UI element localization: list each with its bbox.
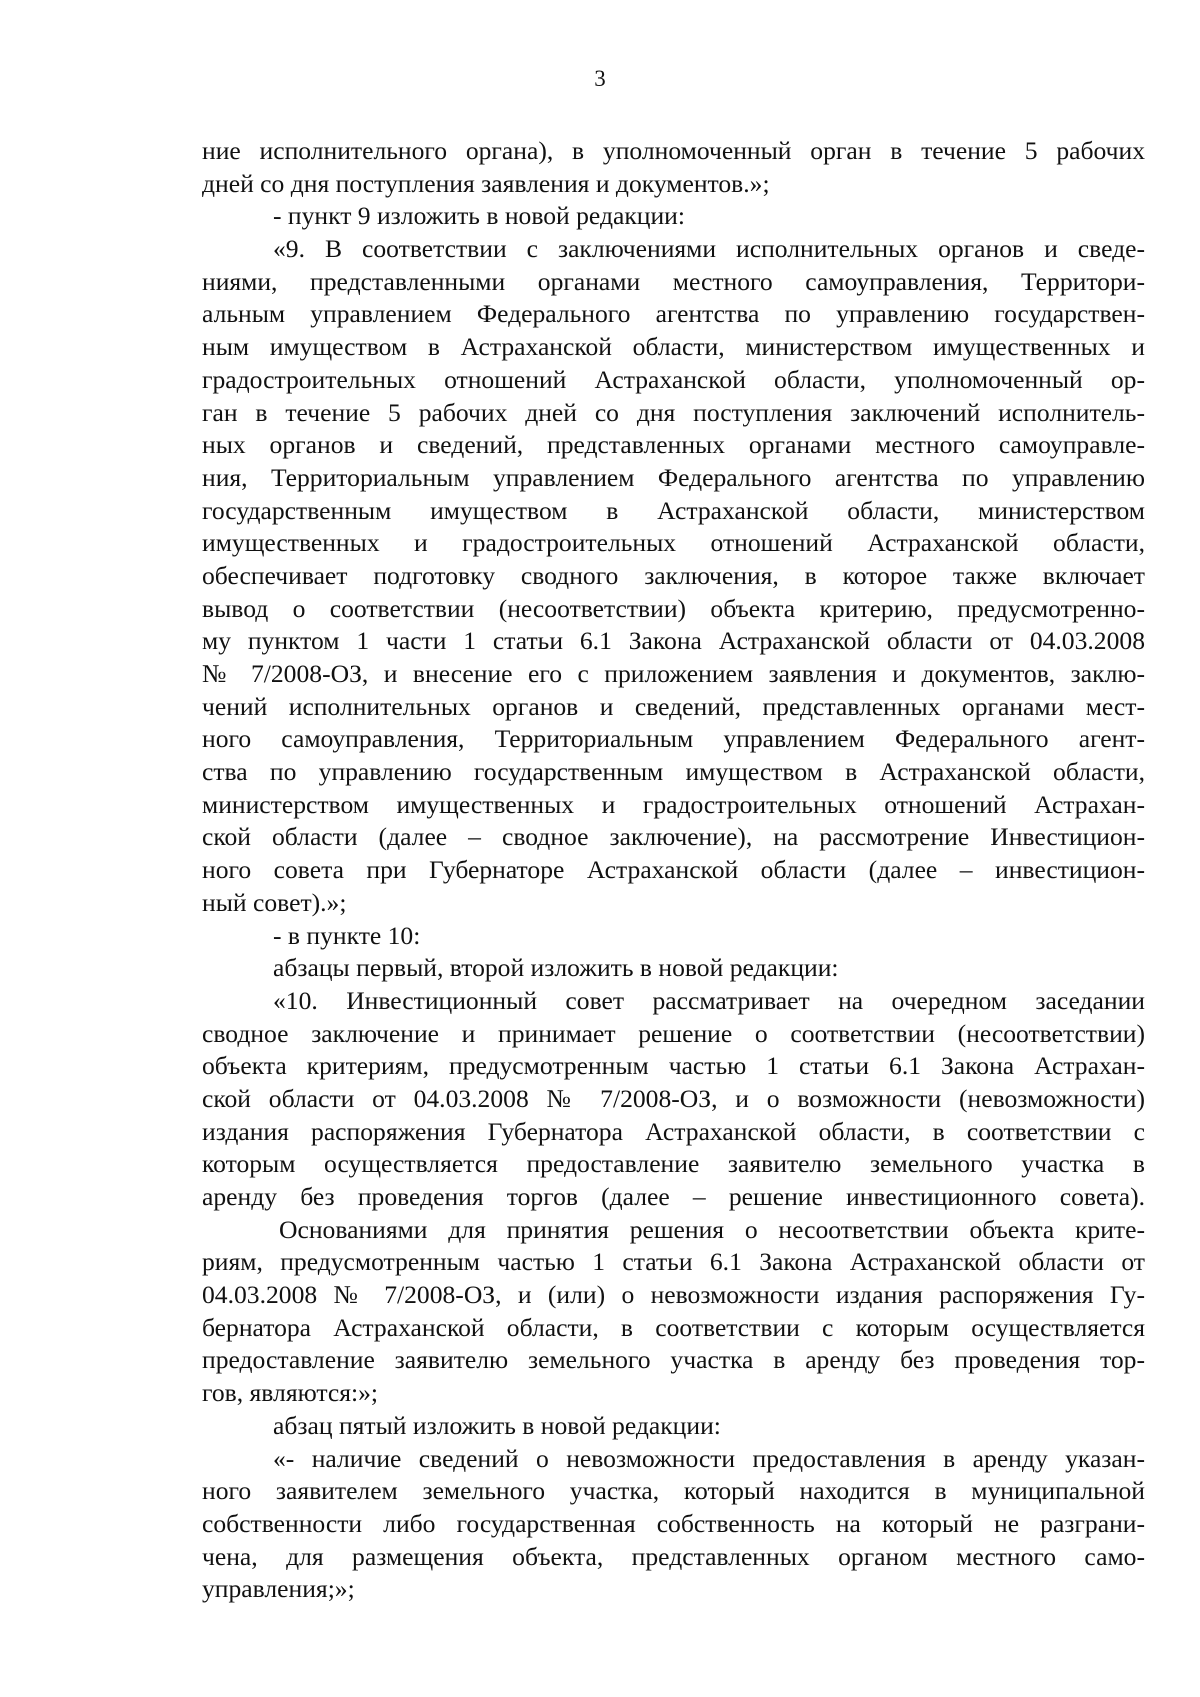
text-line: чений исполнительных органов и сведений, представленных органами мест-: [202, 691, 1145, 721]
text-line: которым осуществляется предоставление заявителю земельного участка в: [202, 1149, 1145, 1179]
text-line: ской области от 04.03.2008 № 7/2008-ОЗ, и о возможности (невозможности): [202, 1083, 1145, 1113]
text-line: ниями, представленными органами местного самоуправления, Территори-: [202, 266, 1145, 296]
text-line: ного самоуправления, Территориальным управлением Федерального агент-: [202, 724, 1145, 754]
text-line: государственным имуществом в Астраханской области, министерством: [202, 495, 1145, 525]
text-line: ного совета при Губернаторе Астраханской области (далее – инвестицион-: [202, 855, 1145, 885]
text-line: собственности либо государственная собственность на который не разграни-: [202, 1508, 1145, 1538]
page-number: 3: [594, 66, 606, 91]
text-line: управления;»;: [202, 1574, 355, 1604]
text-line: ных органов и сведений, представленных органами местного самоуправле-: [202, 430, 1145, 460]
text-line: вывод о соответствии (несоответствии) объекта критерию, предусмотренно-: [202, 593, 1145, 623]
text-line: гов, являются:»;: [202, 1378, 379, 1408]
text-line: - в пункте 10:: [273, 920, 421, 950]
text-line: объекта критериям, предусмотренным частью 1 статьи 6.1 Закона Астрахан-: [202, 1051, 1145, 1081]
text-line: абзац пятый изложить в новой редакции:: [273, 1410, 721, 1440]
text-line: министерством имущественных и градостроительных отношений Астрахан-: [202, 789, 1145, 819]
text-line: градостроительных отношений Астраханской области, уполномоченный ор-: [202, 364, 1145, 394]
text-line: бернатора Астраханской области, в соответствии с которым осуществляется: [202, 1312, 1145, 1342]
text-line: обеспечивает подготовку сводного заключения, в которое также включает: [202, 560, 1145, 590]
text-line: «10. Инвестиционный совет рассматривает на очередном заседании: [273, 985, 1145, 1015]
text-line: № 7/2008-ОЗ, и внесение его с приложением заявления и документов, заклю-: [202, 659, 1145, 688]
text-line: риям, предусмотренным частью 1 статьи 6.1 Закона Астраханской области от: [202, 1247, 1145, 1277]
text-line: аренду без проведения торгов (далее – решение инвестиционного совета).: [202, 1182, 1145, 1211]
text-line: му пунктом 1 части 1 статьи 6.1 Закона Астраханской области от 04.03.2008: [202, 626, 1145, 656]
text-line: ный совет).»;: [202, 887, 347, 917]
text-line: ным имуществом в Астраханской области, министерством имущественных и: [202, 332, 1145, 362]
text-line: предоставление заявителю земельного участка в аренду без проведения тор-: [202, 1345, 1145, 1375]
text-line: «- наличие сведений о невозможности предоставления в аренду указан-: [273, 1443, 1145, 1473]
text-line: издания распоряжения Губернатора Астраханской области, в соответствии с: [202, 1116, 1145, 1146]
text-line: Основаниями для принятия решения о несоответствии объекта крите-: [279, 1214, 1145, 1244]
text-line: сводное заключение и принимает решение о соответствии (несоответствии): [202, 1018, 1145, 1048]
text-line: дней со дня поступления заявления и документов.»;: [202, 168, 770, 198]
text-line: ган в течение 5 рабочих дней со дня поступления заключений исполнитель-: [202, 397, 1145, 427]
text-line: абзацы первый, второй изложить в новой редакции:: [273, 953, 839, 983]
document-body: [202, 135, 1145, 1606]
text-line: ства по управлению государственным имуществом в Астраханской области,: [202, 757, 1145, 787]
text-line: чена, для размещения объекта, представленных органом местного само-: [202, 1541, 1145, 1571]
text-line: ного заявителем земельного участка, который находится в муниципальной: [202, 1476, 1145, 1506]
text-line: - пункт 9 изложить в новой редакции:: [273, 201, 685, 231]
text-line: альным управлением Федерального агентства по управлению государствен-: [202, 299, 1145, 329]
text-line: «9. В соответствии с заключениями исполнительных органов и сведе-: [273, 234, 1145, 264]
text-line: ние исполнительного органа), в уполномоченный орган в течение 5 рабочих: [202, 136, 1145, 165]
text-line: 04.03.2008 № 7/2008-ОЗ, и (или) о невозможности издания распоряжения Гу-: [202, 1280, 1145, 1310]
text-line: ской области (далее – сводное заключение), на рассмотрение Инвестицион-: [202, 822, 1145, 852]
text-line: имущественных и градостроительных отношений Астраханской области,: [202, 528, 1145, 558]
text-line: ния, Территориальным управлением Федерального агентства по управлению: [202, 462, 1145, 492]
